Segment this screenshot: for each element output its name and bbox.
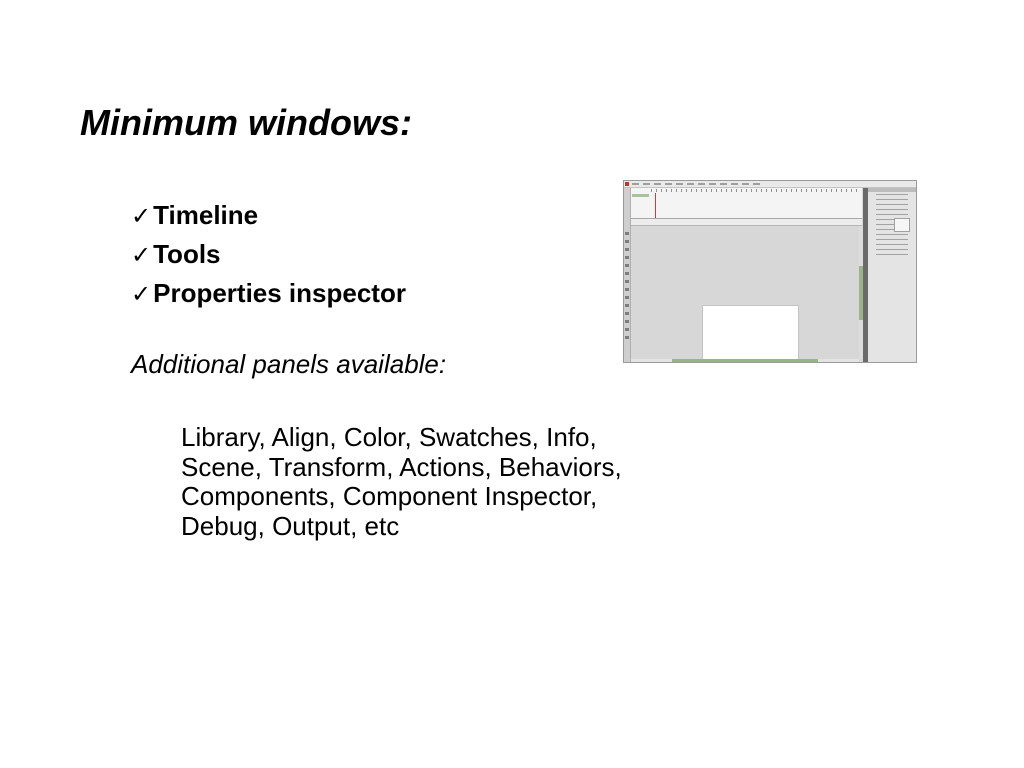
thumbnail-work-area [631,226,859,359]
thumbnail-horizontal-scroll-thumb [672,359,818,363]
tool-icons [625,232,629,342]
thumbnail-tools-panel [624,188,631,362]
frame-ruler [651,189,860,192]
list-item-label: Timeline [153,200,259,230]
thumbnail-menu-items [632,183,762,185]
additional-panels-text: Library, Align, Color, Swatches, Info, Scene, Transform, Actions, Behaviors, Components, Component Inspector, Debug, Output, etc [181,422,622,541]
thumbnail-timeline-panel [631,188,862,219]
list-item [131,235,406,274]
thumbnail-property-field [894,218,910,232]
thumbnail-edit-bar [631,219,862,226]
list-item-label: Properties inspector [153,278,406,308]
app-screenshot-thumbnail [623,180,917,363]
list-item [131,196,406,235]
checkmark-icon: ✓ [131,202,152,230]
checkmark-icon: ✓ [131,280,152,308]
playhead-marker [655,193,656,218]
subheading: Additional panels available: [131,349,447,379]
thumbnail-stage [702,305,799,363]
list-item-label: Tools [153,239,221,269]
thumbnail-menu-bar [624,181,916,188]
timeline-layer [632,194,649,197]
slide-title: Minimum windows: [80,102,412,143]
app-icon [625,182,629,186]
list-item [131,274,406,313]
thumbnail-panel-header [868,188,916,192]
minimum-windows-list [131,196,406,313]
checkmark-icon: ✓ [131,241,152,269]
thumbnail-properties-panel [868,188,916,362]
